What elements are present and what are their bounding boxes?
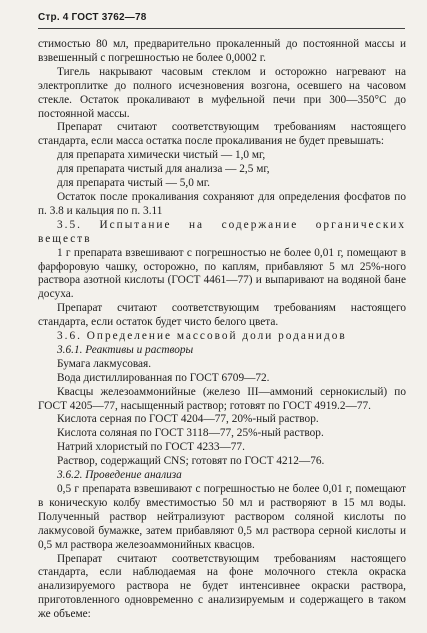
paragraph: для препарата химически чистый — 1,0 мг, [57,149,266,162]
paragraph: 3.5. Испытание на содержание органических веществ [38,218,406,245]
paragraph: Бумага лакмусовая. [57,357,152,370]
paragraph: 1 г препарата взвешивают с погрешностью не более 0,01 г, помещают в фарфоровую чашку, осторожно, по каплям, прибавляют 5 мл 25%-ного раствора азотной кислоты (ГОСТ 4461—77) и выпаривают на водяной бане досуха. [38,246,406,301]
paragraph: Остаток после прокаливания сохраняют для определения фосфатов по п. 3.8 и кальция по п. 3.11 [38,190,406,217]
paragraph: Препарат считают соответствующим требованиям настоящего стандарта, если масса остатка после прокаливания не будет превышать: [38,121,406,148]
paragraph: 3.6.1. Реактивы и растворы [57,343,194,356]
paragraph: Квасцы железоаммонийные (железо III—аммоний сернокислый) по ГОСТ 4205—77, насыщенный раствор; готовят по ГОСТ 4919.2—77. [38,385,406,412]
paragraph: Препарат считают соответствующим требованиям настоящего стандарта, если наблюдаемая на фоне молочного стекла окраска анализируемого раствора не будет интенсивнее окраски раствора, приготовленного одновременно с анализируемым и содержащего в таком же объеме: [38,552,406,621]
paragraph: Кислота соляная по ГОСТ 3118—77, 25%-ный раствор. [57,427,324,440]
document-body [38,38,406,622]
paragraph: 3.6. Определение массовой доли роданидов [57,330,347,343]
paragraph: Раствор, содержащий CNS; готовят по ГОСТ 4212—76. [57,455,325,468]
paragraph: 3.6.2. Проведение анализа [57,469,182,482]
paragraph: Тигель накрывают часовым стеклом и осторожно нагревают на электроплитке до полного исчезновения возгона, осевшего на часовом стекле. Остаток прокаливают в муфельной печи при 300—350°С до постоянной массы. [38,65,406,120]
paragraph: стимостью 80 мл, предварительно прокаленный до постоянной массы и взвешенный с погрешностью не более 0,0002 г. [38,38,406,64]
header-rule [38,28,405,29]
paragraph: Кислота серная по ГОСТ 4204—77, 20%-ный раствор. [57,413,319,426]
paragraph: Вода дистиллированная по ГОСТ 6709—72. [57,371,270,384]
paragraph: для препарата чистый — 5,0 мг. [57,177,210,190]
paragraph: Препарат считают соответствующим требованиям настоящего стандарта, если остаток будет чисто белого цвета. [38,302,406,329]
paragraph: 0,5 г препарата взвешивают с погрешностью не более 0,01 г, помещают в коническую колбу вместимостью 50 мл и растворяют в 15 мл воды. Полученный раствор нейтрализуют раствором соляной кислоты по лакмусовой бумажке, затем прибавляют 0,5 мл раствора серной кислоты и 0,5 мл раствора железоаммонийных квасцов. [38,483,406,551]
page-header: Стр. 4 ГОСТ 3762—78 [38,12,147,23]
paragraph: для препарата чистый для анализа — 2,5 мг, [57,163,270,176]
paragraph: Натрий хлористый по ГОСТ 4233—77. [57,441,245,454]
